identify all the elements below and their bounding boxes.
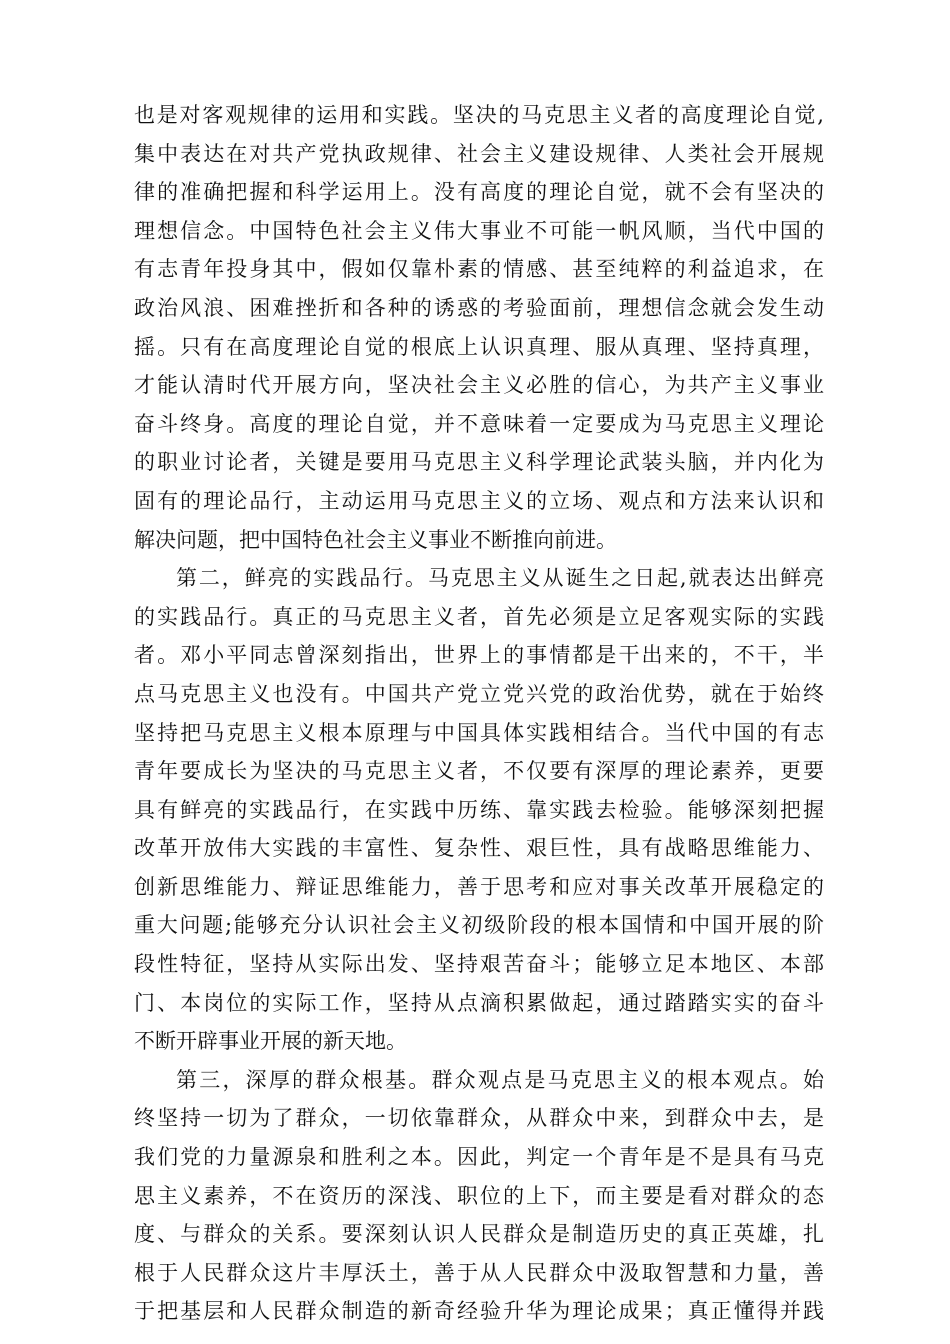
- text-line: 点马克思主义也没有。中国共产党立党兴党的政治优势，就在于始终: [134, 681, 824, 706]
- paragraph: [134, 96, 824, 559]
- text-line: 重大问题;能够充分认识社会主义初级阶段的根本国情和中国开展的阶: [134, 913, 824, 938]
- text-line: 于把基层和人民群众制造的新奇经验升华为理论成果；真正懂得并践: [134, 1299, 824, 1324]
- text-line: 第三，深厚的群众根基。群众观点是马克思主义的根本观点。始: [176, 1067, 824, 1092]
- text-line: 第二，鲜亮的实践品行。马克思主义从诞生之日起,就表达出鲜亮: [176, 566, 824, 591]
- text-line: 坚持把马克思主义根本原理与中国具体实践相结合。当代中国的有志: [134, 720, 824, 745]
- text-line: 终坚持一切为了群众，一切依靠群众，从群众中来，到群众中去，是: [134, 1106, 824, 1131]
- paragraph: [134, 559, 824, 1061]
- text-line: 度、与群众的关系。要深刻认识人民群众是制造历史的真正英雄，扎: [134, 1222, 824, 1247]
- body-text: [134, 96, 824, 1331]
- text-line: 改革开放伟大实践的丰富性、复杂性、艰巨性，具有战略思维能力、: [134, 836, 824, 861]
- text-line: 律的准确把握和科学运用上。没有高度的理论自觉，就不会有坚决的: [134, 180, 824, 205]
- text-line: 具有鲜亮的实践品行，在实践中历练、靠实践去检验。能够深刻把握: [134, 797, 824, 822]
- text-line: 根于人民群众这片丰厚沃土，善于从人民群众中汲取智慧和力量，善: [134, 1260, 824, 1285]
- text-line: 解决问题，把中国特色社会主义事业不断推向前进。: [134, 527, 617, 552]
- text-line: 创新思维能力、辩证思维能力，善于思考和应对事关改革开展稳定的: [134, 874, 824, 899]
- text-line: 理想信念。中国特色社会主义伟大事业不可能一帆风顺，当代中国的: [134, 218, 824, 243]
- text-line: 摇。只有在高度理论自觉的根底上认识真理、服从真理、坚持真理，: [134, 334, 824, 359]
- text-line: 有志青年投身其中，假如仅靠朴素的情感、甚至纯粹的利益追求，在: [134, 257, 824, 282]
- text-line: 不断开辟事业开展的新天地。: [134, 1029, 407, 1054]
- text-line: 门、本岗位的实际工作，坚持从点滴积累做起，通过踏踏实实的奋斗: [134, 990, 824, 1015]
- text-line: 我们党的力量源泉和胜利之本。因此，判定一个青年是不是具有马克: [134, 1145, 824, 1170]
- text-line: 固有的理论品行，主动运用马克思主义的立场、观点和方法来认识和: [134, 488, 824, 513]
- text-line: 的职业讨论者，关键是要用马克思主义科学理论武装头脑，并内化为: [134, 450, 824, 475]
- paragraph: [134, 1061, 824, 1331]
- text-line: 集中表达在对共产党执政规律、社会主义建设规律、人类社会开展规: [134, 141, 824, 166]
- text-line: 奋斗终身。高度的理论自觉，并不意味着一定要成为马克思主义理论: [134, 411, 824, 436]
- text-line: 的实践品行。真正的马克思主义者，首先必须是立足客观实际的实践: [134, 604, 824, 629]
- text-line: 青年要成长为坚决的马克思主义者，不仅要有深厚的理论素养，更要: [134, 759, 824, 784]
- text-line: 段性特征，坚持从实际出发、坚持艰苦奋斗；能够立足本地区、本部: [134, 952, 824, 977]
- text-line: 思主义素养，不在资历的深浅、职位的上下，而主要是看对群众的态: [134, 1183, 824, 1208]
- text-line: 政治风浪、困难挫折和各种的诱惑的考验面前，理想信念就会发生动: [134, 295, 824, 320]
- text-line: 才能认清时代开展方向，坚决社会主义必胜的信心，为共产主义事业: [134, 373, 824, 398]
- text-line: 也是对客观规律的运用和实践。坚决的马克思主义者的高度理论自觉,: [134, 103, 824, 127]
- text-line: 者。邓小平同志曾深刻指出，世界上的事情都是干出来的，不干，半: [134, 643, 824, 668]
